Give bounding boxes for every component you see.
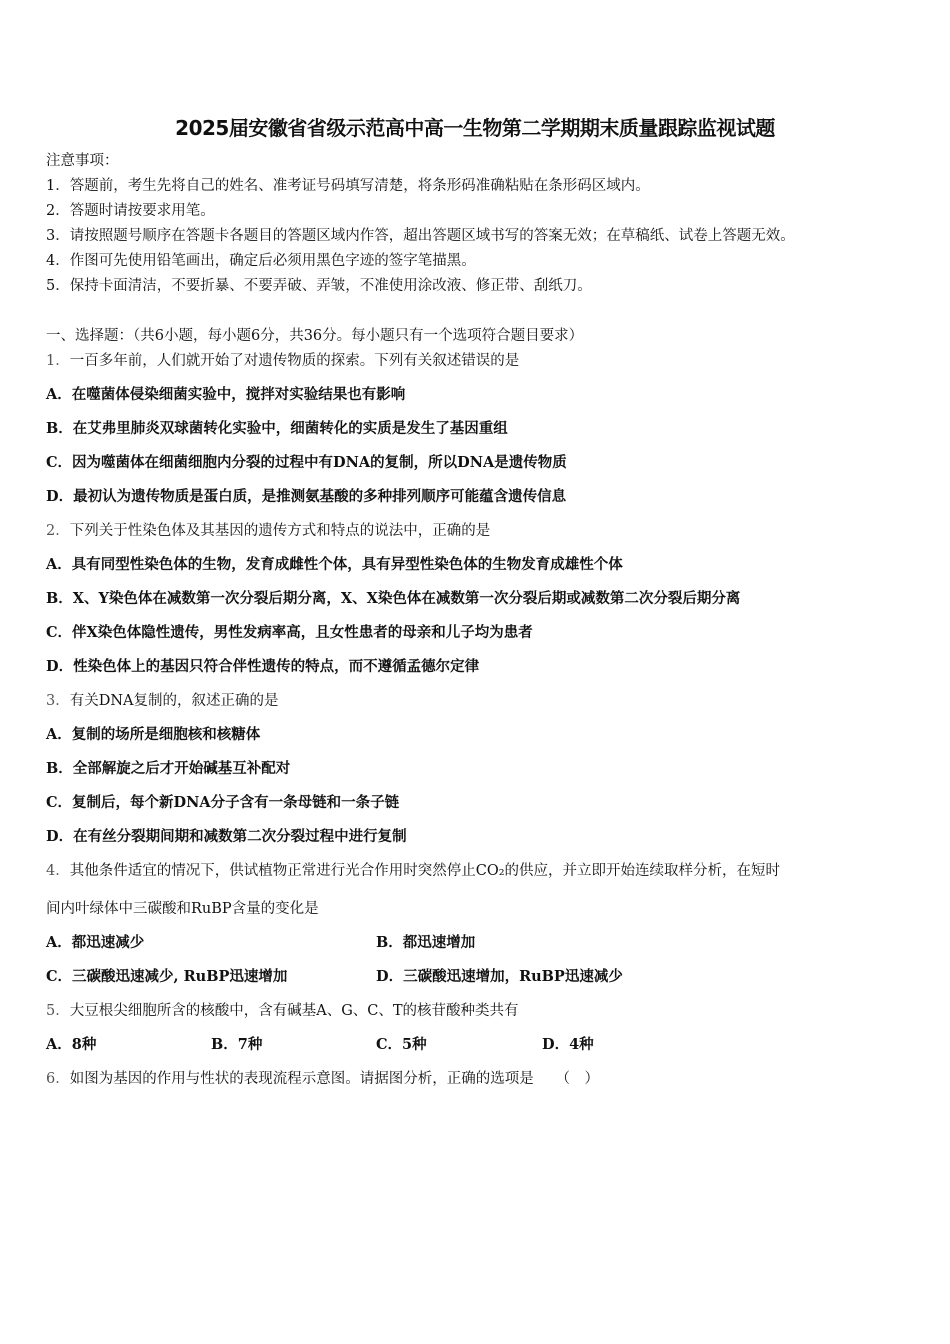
- question-1: [46, 351, 519, 371]
- notice-item-1: 1．答题前，考生先将自己的姓名、准考证号码填写清楚，将条形码准确粘贴在条形码区域内。: [46, 178, 650, 194]
- q2-option-a: A．具有同型性染色体的生物，发育成雌性个体，具有异型性染色体的生物发育成雄性个体: [46, 556, 623, 573]
- question-text: 下列关于性染色体及其基因的遗传方式和特点的说法中，正确的是: [69, 523, 491, 539]
- q1-option-b: B．在艾弗里肺炎双球菌转化实验中，细菌转化的实质是发生了基因重组: [46, 420, 508, 437]
- question-number: 3．: [46, 693, 70, 709]
- q5-option-c: C．5种: [376, 1036, 427, 1053]
- question-3: [46, 691, 279, 711]
- q5-option-a: A．8种: [46, 1036, 97, 1053]
- q4-option-d: D．三碳酸迅速增加，RuBP迅速减少: [376, 968, 623, 985]
- question-text: 其他条件适宜的情况下，供试植物正常进行光合作用时突然停止CO₂的供应，并立即开始连续取样分析，在短时: [69, 863, 781, 879]
- question-4: [46, 861, 780, 881]
- notice-item-2: 2．答题时请按要求用笔。: [46, 203, 215, 219]
- question-6: [46, 1069, 599, 1089]
- question-text: 一百多年前，人们就开始了对遗传物质的探索。下列有关叙述错误的是: [69, 353, 520, 369]
- question-2: [46, 521, 490, 541]
- section-heading: 一、选择题：（共6小题，每小题6分，共36分。每小题只有一个选项符合题目要求）: [46, 328, 584, 344]
- question-text: 有关DNA复制的，叙述正确的是: [69, 693, 279, 709]
- question-5: [46, 1001, 519, 1021]
- q4-option-a: A．都迅速减少: [46, 934, 145, 951]
- exam-title: 2025届安徽省省级示范高中高一生物第二学期期末质量跟踪监视试题: [175, 116, 775, 140]
- q4-option-b: B．都迅速增加: [376, 934, 476, 951]
- q3-option-a: A．复制的场所是细胞核和核糖体: [46, 726, 261, 743]
- notice-item-4: 4．作图可先使用铅笔画出，确定后必须用黑色字迹的签字笔描黑。: [46, 253, 476, 269]
- q3-option-c: C．复制后，每个新DNA分子含有一条母链和一条子链: [46, 794, 400, 811]
- question-number: 1．: [46, 353, 70, 369]
- q3-option-d: D．在有丝分裂期间期和减数第二次分裂过程中进行复制: [46, 828, 407, 845]
- q1-option-c: C．因为噬菌体在细菌细胞内分裂的过程中有DNA的复制，所以DNA是遗传物质: [46, 454, 567, 471]
- q4-option-c: C．三碳酸迅速减少, RuBP迅速增加: [46, 968, 288, 985]
- q2-option-d: D．性染色体上的基因只符合伴性遗传的特点，而不遵循孟德尔定律: [46, 658, 480, 675]
- question-4-continued: 间内叶绿体中三碳酸和RuBP含量的变化是: [46, 901, 319, 917]
- question-text: 如图为基因的作用与性状的表现流程示意图。请据图分析，正确的选项是 （ ）: [69, 1071, 599, 1087]
- q2-option-c: C．伴X染色体隐性遗传，男性发病率高，且女性患者的母亲和儿子均为患者: [46, 624, 533, 641]
- notice-item-5: 5．保持卡面清洁，不要折暴、不要弄破、弄皱，不准使用涂改液、修正带、刮纸刀。: [46, 278, 592, 294]
- notice-heading: 注意事项：: [46, 153, 119, 169]
- q5-option-b: B．7种: [211, 1036, 263, 1053]
- notice-item-3: 3．请按照题号顺序在答题卡各题目的答题区域内作答，超出答题区域书写的答案无效；在草稿纸、试卷上答题无效。: [46, 228, 795, 244]
- question-text: 大豆根尖细胞所含的核酸中，含有碱基A、G、C、T的核苷酸种类共有: [69, 1003, 519, 1019]
- q1-option-a: A．在噬菌体侵染细菌实验中，搅拌对实验结果也有影响: [46, 386, 406, 403]
- question-number: 4．: [46, 863, 70, 879]
- q5-option-d: D．4种: [542, 1036, 594, 1053]
- q3-option-b: B．全部解旋之后才开始碱基互补配对: [46, 760, 291, 777]
- q1-option-d: D．最初认为遗传物质是蛋白质，是推测氨基酸的多种排列顺序可能蕴含遗传信息: [46, 488, 567, 505]
- q2-option-b: B．X、Y染色体在减数第一次分裂后期分离，X、X染色体在减数第一次分裂后期或减数第二次分裂后期分离: [46, 590, 741, 607]
- question-number: 6．: [46, 1071, 70, 1087]
- question-number: 2．: [46, 523, 70, 539]
- question-number: 5．: [46, 1003, 70, 1019]
